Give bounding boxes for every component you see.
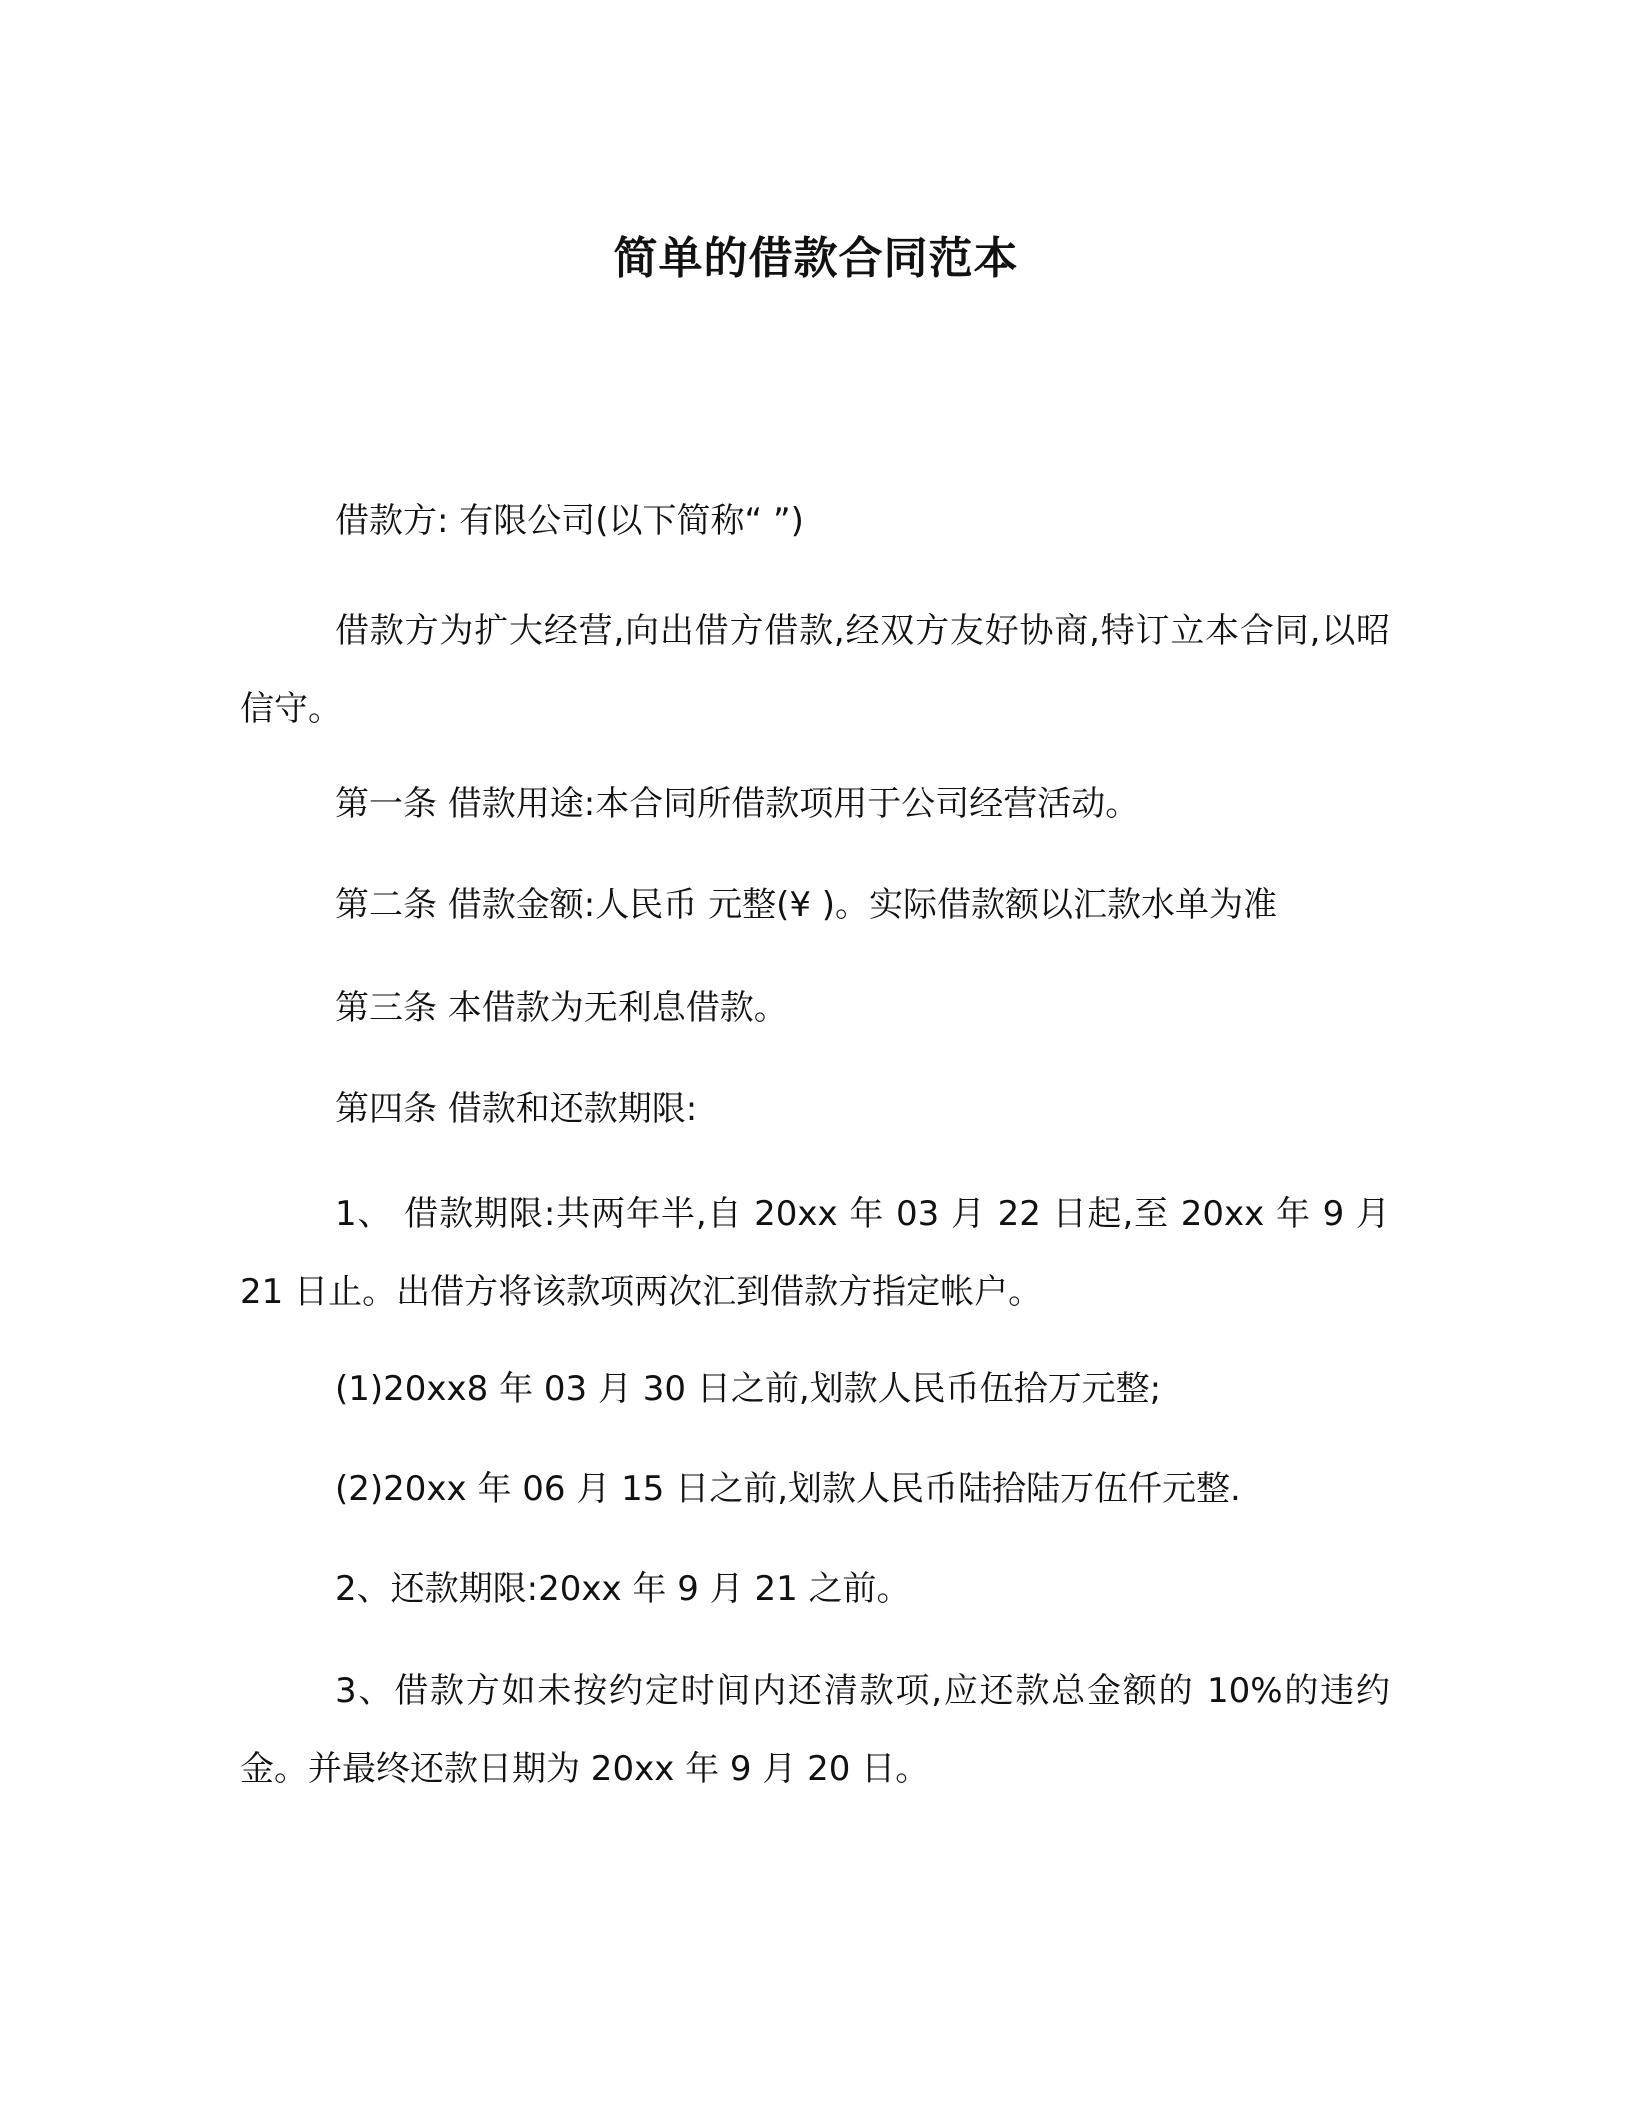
paragraph-article-4: 第四条 借款和还款期限: — [335, 1089, 698, 1129]
paragraph-clause-3: 3、借款方如未按约定时间内还清款项,应还款总金额的 10%的违约金。并最终还款日期为 20xx 年 9 月 20 日。 — [240, 1671, 1390, 1789]
paragraph-clause-1: 1、 借款期限:共两年半,自 20xx 年 03 月 22 日起,至 20xx 年 9 月 21 日止。出借方将该款项两次汇到借款方指定帐户。 — [240, 1194, 1390, 1312]
paragraph-clause-1-2: (2)20xx 年 06 月 15 日之前,划款人民币陆拾陆万伍仟元整. — [335, 1469, 1241, 1509]
paragraph-article-3: 第三条 本借款为无利息借款。 — [335, 988, 788, 1028]
document-title: 简单的借款合同范本 — [613, 233, 1019, 284]
paragraph-clause-1-1: (1)20xx8 年 03 月 30 日之前,划款人民币伍拾万元整; — [335, 1369, 1162, 1409]
paragraph-article-1: 第一条 借款用途:本合同所借款项用于公司经营活动。 — [335, 784, 1140, 824]
paragraph-borrower: 借款方: 有限公司(以下简称“ ”) — [335, 501, 804, 541]
paragraph-clause-2: 2、还款期限:20xx 年 9 月 21 之前。 — [335, 1569, 911, 1609]
paragraph-article-2: 第二条 借款金额:人民币 元整(¥ )。实际借款额以汇款水单为准 — [335, 885, 1278, 925]
paragraph-preamble: 借款方为扩大经营,向出借方借款,经双方友好协商,特订立本合同,以昭信守。 — [240, 611, 1390, 729]
